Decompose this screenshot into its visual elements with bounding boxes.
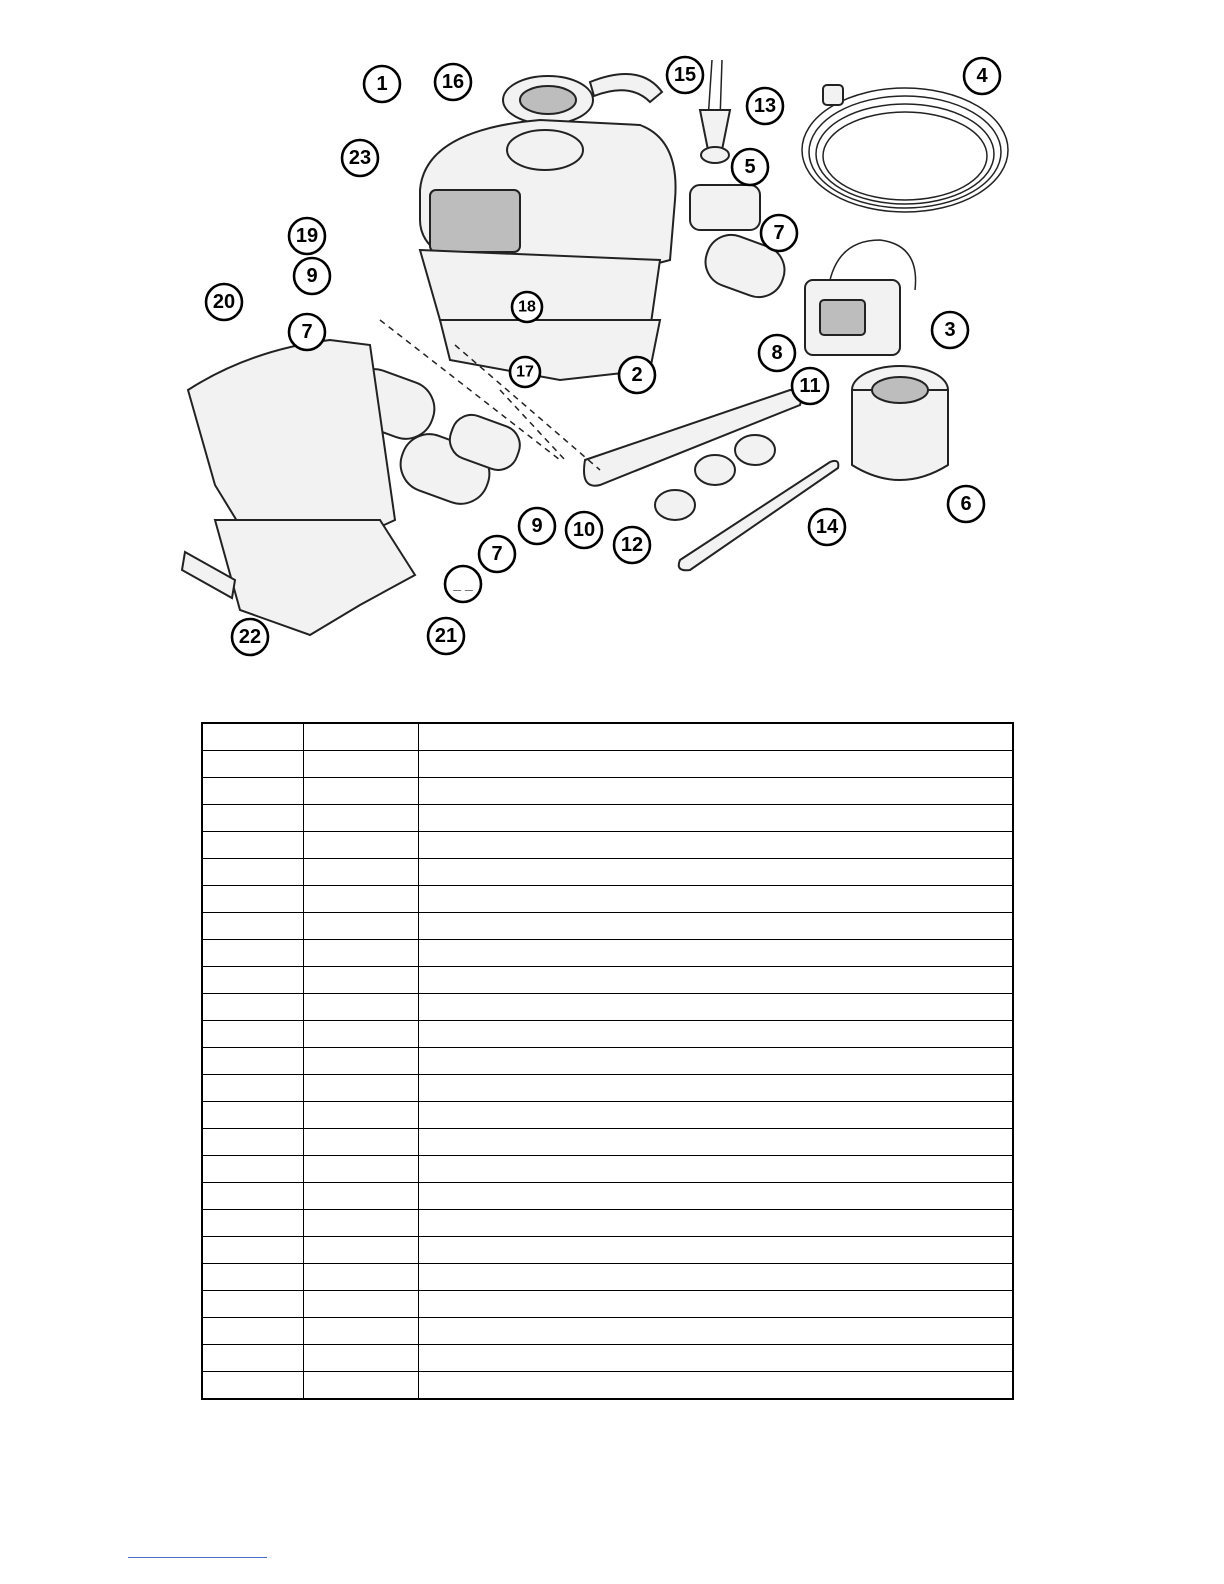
svg-text:17: 17	[516, 363, 534, 381]
svg-text:4: 4	[976, 65, 988, 87]
drive-motor-part	[690, 185, 760, 230]
filter-basket-part	[215, 520, 415, 635]
table-cell	[202, 1129, 304, 1156]
table-row	[202, 1237, 1013, 1264]
pump-motor-part	[852, 366, 948, 480]
svg-text:3: 3	[944, 319, 956, 341]
table-cell	[419, 1183, 1014, 1210]
table-cell	[202, 1345, 304, 1372]
callout-2	[619, 357, 655, 393]
table-row	[202, 1183, 1013, 1210]
table-cell	[202, 886, 304, 913]
table-cell	[202, 1372, 304, 1400]
table-cell	[419, 1291, 1014, 1318]
parts-list-table	[201, 722, 1014, 1400]
table-cell	[202, 1021, 304, 1048]
table-cell	[202, 1156, 304, 1183]
table-row	[202, 1129, 1013, 1156]
table-cell	[419, 1237, 1014, 1264]
table-cell	[304, 778, 419, 805]
table-cell	[202, 723, 304, 751]
svg-text:21: 21	[434, 625, 458, 647]
table-row	[202, 723, 1013, 751]
callout-20	[206, 284, 242, 320]
top-grid-part	[503, 76, 593, 124]
table-row	[202, 1318, 1013, 1345]
table-cell	[202, 859, 304, 886]
table-cell	[419, 1264, 1014, 1291]
callout-1	[364, 66, 400, 102]
table-cell	[419, 886, 1014, 913]
table-row	[202, 1156, 1013, 1183]
callout-15	[667, 57, 703, 93]
svg-text:7: 7	[301, 321, 313, 343]
table-row	[202, 778, 1013, 805]
callout-9-top	[294, 258, 330, 294]
table-cell	[419, 1075, 1014, 1102]
table-cell	[419, 832, 1014, 859]
svg-text:19: 19	[295, 225, 319, 247]
callout-17	[510, 357, 540, 387]
svg-text:18: 18	[518, 298, 536, 316]
callout-3	[932, 312, 968, 348]
callout-7-right	[761, 215, 797, 251]
callout-7-left	[289, 314, 325, 350]
table-cell	[202, 1318, 304, 1345]
table-row	[202, 1345, 1013, 1372]
table-row	[202, 1075, 1013, 1102]
table-cell	[419, 1345, 1014, 1372]
svg-text:1: 1	[376, 73, 388, 95]
svg-text:20: 20	[212, 291, 236, 313]
table-cell	[304, 1264, 419, 1291]
callout-11	[792, 368, 828, 404]
callout-23	[342, 140, 378, 176]
table-cell	[304, 1291, 419, 1318]
handle-part	[590, 74, 662, 102]
table-cell	[202, 940, 304, 967]
svg-text:16: 16	[441, 71, 465, 93]
table-cell	[304, 886, 419, 913]
table-row	[202, 886, 1013, 913]
svg-text:23: 23	[348, 147, 372, 169]
table-row	[202, 913, 1013, 940]
table-cell	[202, 1102, 304, 1129]
table-cell	[304, 1102, 419, 1129]
svg-text:11: 11	[799, 375, 821, 397]
table-cell	[304, 751, 419, 778]
table-cell	[202, 967, 304, 994]
table-row	[202, 1021, 1013, 1048]
callout-8	[759, 335, 795, 371]
exploded-parts-diagram	[0, 0, 1224, 700]
table-cell	[304, 805, 419, 832]
table-cell	[202, 994, 304, 1021]
svg-text:12: 12	[620, 534, 644, 556]
table-cell	[202, 805, 304, 832]
table-cell	[202, 913, 304, 940]
table-cell	[419, 994, 1014, 1021]
svg-text:5: 5	[744, 156, 756, 178]
table-cell	[202, 778, 304, 805]
table-cell	[202, 832, 304, 859]
svg-text:6: 6	[960, 493, 972, 515]
table-cell	[304, 1048, 419, 1075]
table-cell	[202, 1210, 304, 1237]
callout-10	[566, 512, 602, 548]
table-cell	[419, 723, 1014, 751]
table-row	[202, 940, 1013, 967]
callout-21	[428, 618, 464, 654]
table-cell	[304, 1075, 419, 1102]
table-cell	[304, 832, 419, 859]
table-row	[202, 1210, 1013, 1237]
callout-6	[948, 486, 984, 522]
callout-5	[732, 149, 768, 185]
table-cell	[304, 1318, 419, 1345]
callout-4	[964, 58, 1000, 94]
table-row	[202, 967, 1013, 994]
table-cell	[304, 940, 419, 967]
svg-text:2: 2	[631, 364, 643, 386]
svg-text:15: 15	[673, 64, 697, 86]
callout-14	[809, 509, 845, 545]
table-cell	[419, 1318, 1014, 1345]
table-cell	[304, 1345, 419, 1372]
callout-7-bottom	[479, 536, 515, 572]
table-row	[202, 1291, 1013, 1318]
footer-link-rule	[128, 1557, 267, 1558]
table-cell	[202, 751, 304, 778]
table-cell	[304, 913, 419, 940]
callout-16	[435, 64, 471, 100]
table-cell	[304, 1183, 419, 1210]
svg-text:9: 9	[306, 265, 318, 287]
callout-9-bottom	[519, 508, 555, 544]
table-cell	[304, 859, 419, 886]
table-cell	[202, 1291, 304, 1318]
callout-18	[512, 292, 542, 322]
table-cell	[304, 1372, 419, 1400]
table-cell	[202, 1183, 304, 1210]
table-row	[202, 859, 1013, 886]
table-cell	[419, 1021, 1014, 1048]
table-cell	[304, 1156, 419, 1183]
table-cell	[419, 913, 1014, 940]
swivel-part	[700, 60, 730, 163]
svg-text:7: 7	[773, 222, 785, 244]
table-cell	[419, 1048, 1014, 1075]
table-cell	[202, 1048, 304, 1075]
table-row	[202, 1264, 1013, 1291]
table-cell	[419, 1372, 1014, 1400]
table-row	[202, 805, 1013, 832]
table-cell	[202, 1264, 304, 1291]
table-cell	[419, 859, 1014, 886]
callout-19	[289, 218, 325, 254]
svg-text:9: 9	[531, 515, 543, 537]
table-cell	[419, 1129, 1014, 1156]
table-cell	[419, 1210, 1014, 1237]
svg-text:14: 14	[815, 516, 839, 538]
table-cell	[304, 967, 419, 994]
power-supply-part	[805, 240, 916, 355]
table-row	[202, 1048, 1013, 1075]
callout-13	[747, 88, 783, 124]
svg-text:8: 8	[771, 342, 783, 364]
callout-12	[614, 527, 650, 563]
table-cell	[419, 940, 1014, 967]
table-cell	[304, 1021, 419, 1048]
table-cell	[304, 1237, 419, 1264]
table-cell	[202, 1075, 304, 1102]
callout-blank	[445, 566, 481, 602]
table-cell	[419, 1102, 1014, 1129]
table-row	[202, 994, 1013, 1021]
robot-body-shell	[420, 120, 676, 330]
table-cell	[419, 751, 1014, 778]
svg-text:10: 10	[572, 519, 596, 541]
table-row	[202, 1372, 1013, 1400]
svg-text:_ _: _ _	[453, 576, 473, 592]
table-row	[202, 1102, 1013, 1129]
table-cell	[304, 1129, 419, 1156]
callout-22	[232, 619, 268, 655]
svg-text:13: 13	[753, 95, 777, 117]
table-cell	[419, 1156, 1014, 1183]
table-cell	[304, 994, 419, 1021]
svg-text:7: 7	[491, 543, 503, 565]
table-cell	[304, 1210, 419, 1237]
table-cell	[419, 967, 1014, 994]
table-cell	[202, 1237, 304, 1264]
table-row	[202, 751, 1013, 778]
table-row	[202, 832, 1013, 859]
table-cell	[304, 723, 419, 751]
table-cell	[419, 805, 1014, 832]
svg-text:22: 22	[238, 626, 262, 648]
power-cable-coil	[802, 85, 1008, 212]
table-cell	[419, 778, 1014, 805]
